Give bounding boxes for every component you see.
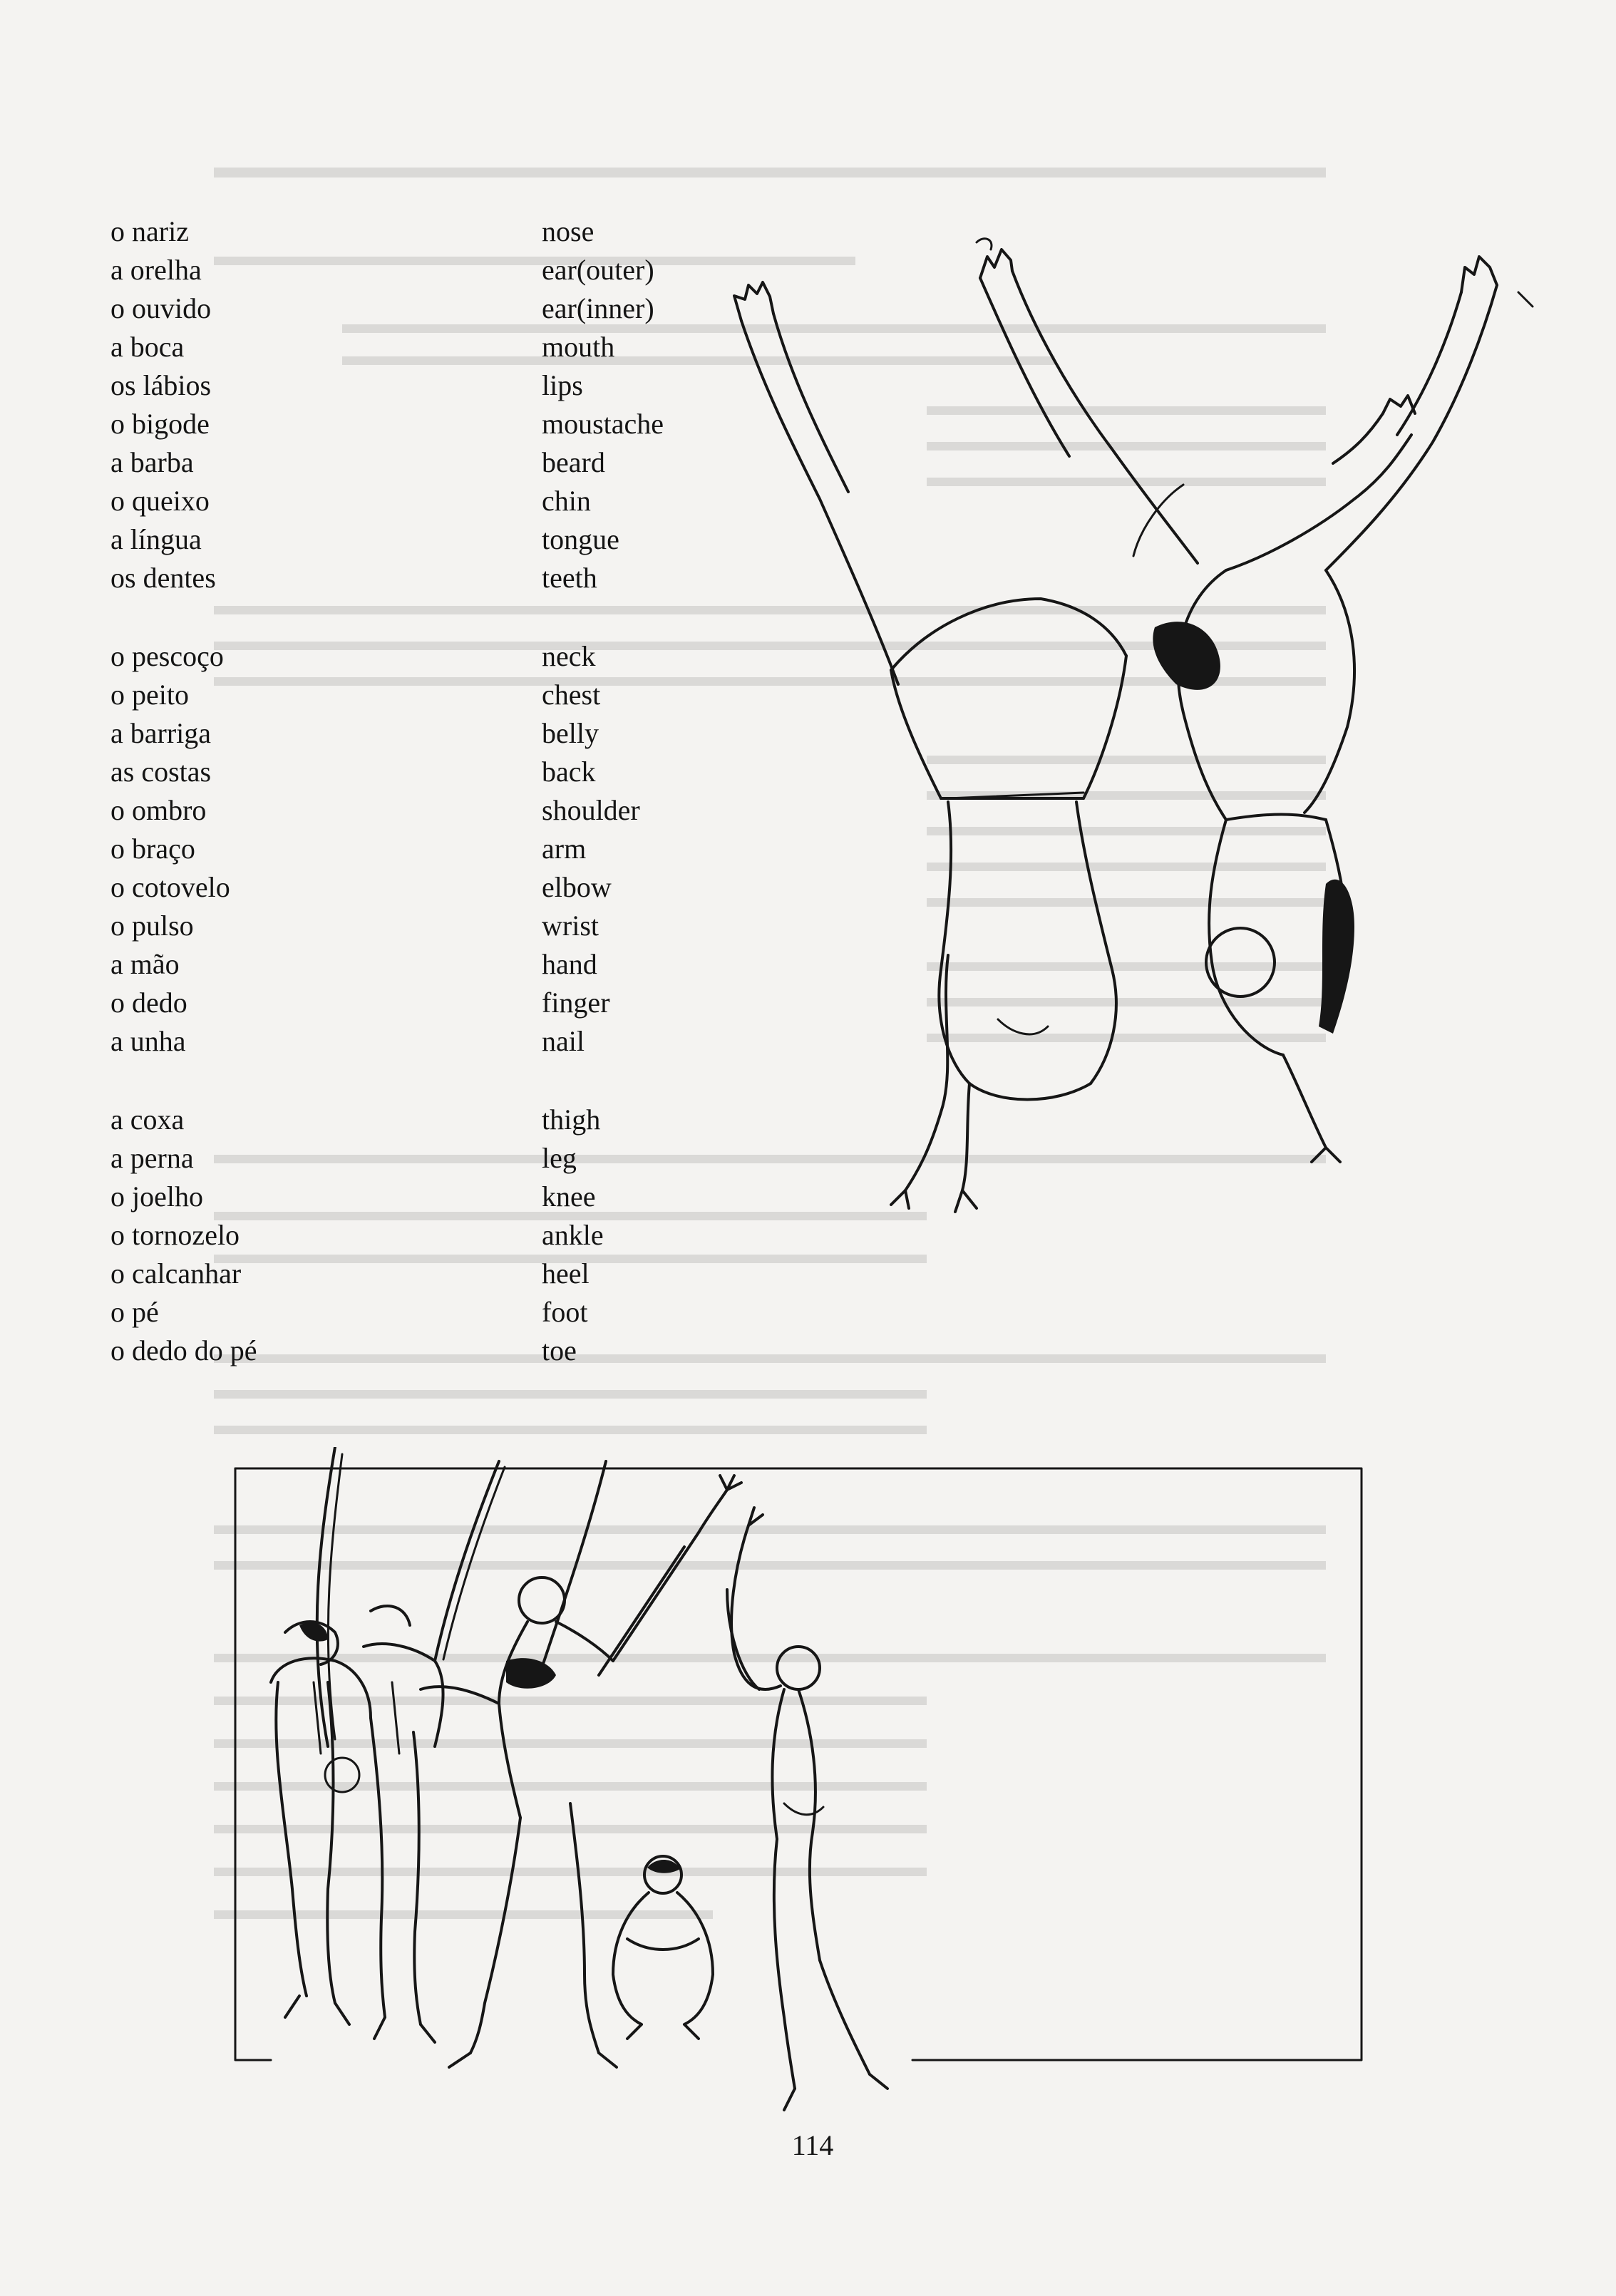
vocab-group-head — [110, 212, 752, 597]
english-term: shoulder — [542, 794, 640, 826]
vocab-row — [110, 676, 752, 714]
portuguese-term: as costas — [110, 756, 212, 788]
english-term: heel — [542, 1257, 590, 1289]
vocab-row — [110, 405, 752, 443]
portuguese-term: o tornozelo — [110, 1219, 240, 1251]
vocab-row — [110, 907, 752, 945]
portuguese-term: a perna — [110, 1142, 194, 1174]
vocab-row — [110, 714, 752, 753]
portuguese-term: o joelho — [110, 1180, 203, 1213]
english-term: knee — [542, 1180, 596, 1213]
portuguese-term: a unha — [110, 1025, 186, 1057]
english-term: hand — [542, 948, 597, 980]
vocab-row — [110, 984, 752, 1022]
english-term: belly — [542, 717, 599, 749]
capoeira-handstand-illustration — [713, 228, 1568, 1269]
english-term: mouth — [542, 331, 615, 363]
portuguese-term: o dedo — [110, 987, 187, 1019]
portuguese-term: o pé — [110, 1296, 159, 1328]
english-term: ankle — [542, 1219, 604, 1251]
portuguese-term: o cotovelo — [110, 871, 230, 903]
portuguese-term: o queixo — [110, 485, 210, 517]
english-term: thigh — [542, 1103, 601, 1136]
english-term: chin — [542, 485, 591, 517]
english-term: beard — [542, 446, 605, 478]
vocab-row — [110, 868, 752, 907]
vocab-row — [110, 328, 752, 366]
portuguese-term: a língua — [110, 523, 202, 555]
english-term: ear(outer) — [542, 254, 654, 286]
english-term: back — [542, 756, 596, 788]
portuguese-term: o calcanhar — [110, 1257, 242, 1289]
english-term: teeth — [542, 562, 597, 594]
english-term: ear(inner) — [542, 292, 654, 324]
english-term: toe — [542, 1334, 577, 1366]
english-term: elbow — [542, 871, 612, 903]
portuguese-term: o braço — [110, 833, 195, 865]
portuguese-term: o pulso — [110, 910, 194, 942]
english-term: leg — [542, 1142, 577, 1174]
english-term: tongue — [542, 523, 619, 555]
vocab-row — [110, 791, 752, 830]
portuguese-term: os dentes — [110, 562, 216, 594]
english-term: wrist — [542, 910, 599, 942]
english-term: finger — [542, 987, 610, 1019]
vocab-row — [110, 251, 752, 289]
portuguese-term: o ombro — [110, 794, 207, 826]
vocab-row — [110, 1139, 752, 1178]
portuguese-term: a mão — [110, 948, 180, 980]
vocab-row — [110, 559, 752, 597]
english-term: arm — [542, 833, 587, 865]
vocab-row — [110, 482, 752, 520]
english-term: nose — [542, 215, 595, 247]
portuguese-term: a barba — [110, 446, 194, 478]
vocab-row — [110, 753, 752, 791]
capoeira-roda-illustration — [228, 1447, 1411, 2153]
vocab-row — [110, 1255, 752, 1293]
portuguese-term: o ouvido — [110, 292, 212, 324]
vocab-row — [110, 520, 752, 559]
vocab-row — [110, 1178, 752, 1216]
vocab-group-torso-arms — [110, 637, 752, 1061]
english-term: moustache — [542, 408, 664, 440]
portuguese-term: o bigode — [110, 408, 210, 440]
portuguese-term: os lábios — [110, 369, 212, 401]
vocab-row — [110, 212, 752, 251]
portuguese-term: o nariz — [110, 215, 189, 247]
vocab-group-legs — [110, 1101, 752, 1370]
vocab-row — [110, 830, 752, 868]
vocab-row — [110, 1216, 752, 1255]
portuguese-term: o pescoço — [110, 640, 224, 672]
vocab-row — [110, 289, 752, 328]
vocabulary-list — [110, 212, 752, 1410]
portuguese-term: a coxa — [110, 1103, 185, 1136]
vocab-row — [110, 1332, 752, 1370]
portuguese-term: a barriga — [110, 717, 212, 749]
portuguese-term: a boca — [110, 331, 185, 363]
english-term: nail — [542, 1025, 585, 1057]
vocab-row — [110, 443, 752, 482]
vocab-row — [110, 366, 752, 405]
vocab-row — [110, 637, 752, 676]
vocab-row — [110, 1293, 752, 1332]
english-term: lips — [542, 369, 583, 401]
vocab-row — [110, 1022, 752, 1061]
vocab-row — [110, 945, 752, 984]
english-term: chest — [542, 679, 601, 711]
english-term: neck — [542, 640, 596, 672]
vocab-row — [110, 1101, 752, 1139]
page-number: 114 — [791, 2129, 834, 2161]
english-term: foot — [542, 1296, 588, 1328]
portuguese-term: o dedo do pé — [110, 1334, 257, 1366]
portuguese-term: a orelha — [110, 254, 202, 286]
portuguese-term: o peito — [110, 679, 189, 711]
